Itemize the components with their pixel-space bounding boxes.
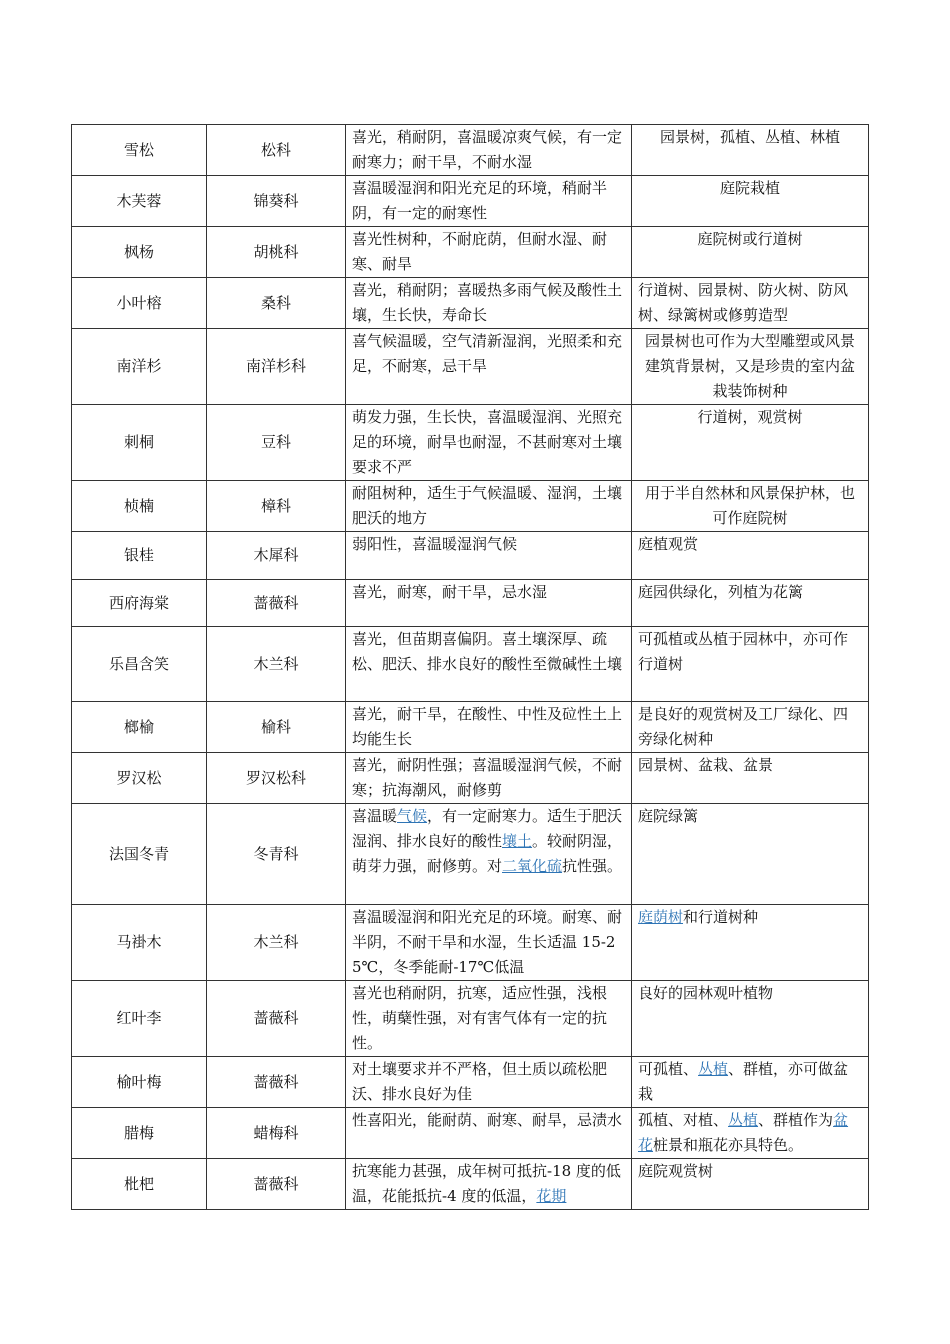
text-segment: 喜光，稍耐阴，喜温暖凉爽气候，有一定耐寒力；耐干旱，不耐水湿 (352, 128, 623, 171)
plant-name-cell: 枇杷 (72, 1159, 207, 1210)
plant-use-cell (632, 532, 869, 580)
plant-family-cell: 南洋杉科 (207, 329, 346, 405)
term-link[interactable]: 庭荫树 (638, 908, 684, 926)
plant-family-cell: 蔷薇科 (207, 580, 346, 627)
plant-name-cell: 法国冬青 (72, 804, 207, 905)
plant-use-cell (632, 753, 869, 804)
table-row (72, 580, 869, 627)
text-segment: 喜气候温暖，空气清新湿润，光照柔和充足，不耐寒，忌干旱 (352, 332, 623, 375)
plant-habit-cell (346, 405, 632, 481)
text-segment: 对土壤要求并不严格，但土质以疏松肥沃、排水良好为佳 (352, 1060, 608, 1103)
text-segment: 喜光性树种，不耐庇荫，但耐水湿、耐寒、耐旱 (352, 230, 608, 273)
plant-use-cell (632, 905, 869, 981)
plant-name-cell: 西府海棠 (72, 580, 207, 627)
plant-name-cell: 榔榆 (72, 702, 207, 753)
plant-name-cell: 榆叶梅 (72, 1057, 207, 1108)
plant-use-cell (632, 1057, 869, 1108)
table-row (72, 405, 869, 481)
table-row (72, 753, 869, 804)
text-segment: 庭植观赏 (638, 535, 699, 553)
term-link[interactable]: 气候 (397, 807, 428, 825)
plant-use-cell (632, 702, 869, 753)
table-row (72, 905, 869, 981)
term-link[interactable]: 丛植 (728, 1111, 759, 1129)
plant-name-cell: 枫杨 (72, 227, 207, 278)
text-segment: 行道树，观赏树 (697, 408, 803, 426)
text-segment: 萌发力强，生长快，喜温暖湿润、光照充足的环境，耐旱也耐湿，不甚耐寒对土壤要求不严 (352, 408, 623, 476)
table-row (72, 176, 869, 227)
text-segment: 性喜阳光，能耐荫、耐寒、耐旱，忌渍水 (352, 1111, 623, 1129)
text-segment: 庭院绿篱 (638, 807, 699, 825)
plant-name-cell: 马褂木 (72, 905, 207, 981)
plant-name-cell: 木芙蓉 (72, 176, 207, 227)
plant-habit-cell (346, 278, 632, 329)
table-row (72, 702, 869, 753)
text-segment: 、群植，亦可做盆栽 (638, 1060, 849, 1103)
plant-habit-cell (346, 1057, 632, 1108)
term-link[interactable]: 二氧化硫 (502, 857, 563, 875)
text-segment: 喜光，但苗期喜偏阴。喜土壤深厚、疏松、肥沃、排水良好的酸性至微碱性土壤 (352, 630, 623, 673)
plant-habit-cell (346, 702, 632, 753)
plant-family-cell: 蜡梅科 (207, 1108, 346, 1159)
plant-name-cell: 小叶榕 (72, 278, 207, 329)
plant-name-cell: 雪松 (72, 125, 207, 176)
plant-name-cell: 桢楠 (72, 481, 207, 532)
plant-use-cell (632, 981, 869, 1057)
plant-use-cell (632, 627, 869, 702)
text-segment: 庭院栽植 (719, 179, 780, 197)
text-segment: 孤植、对植、 (638, 1111, 729, 1129)
text-segment: 可孤植、 (638, 1060, 699, 1078)
text-segment: 抗性强。 (562, 857, 623, 875)
text-segment: 喜光，稍耐阴；喜暖热多雨气候及酸性土壤，生长快，寿命长 (352, 281, 623, 324)
plant-habit-cell (346, 532, 632, 580)
plant-name-cell: 南洋杉 (72, 329, 207, 405)
table-row (72, 981, 869, 1057)
plant-use-cell (632, 405, 869, 481)
plant-habit-cell (346, 227, 632, 278)
plant-family-cell: 豆科 (207, 405, 346, 481)
plant-use-cell (632, 176, 869, 227)
plant-habit-cell (346, 481, 632, 532)
plant-habit-cell (346, 981, 632, 1057)
plant-habit-cell (346, 804, 632, 905)
text-segment: 喜光，耐寒，耐干旱，忌水湿 (352, 583, 548, 601)
text-segment: 耐阻树种，适生于气候温暖、湿润，土壤肥沃的地方 (352, 484, 623, 527)
plant-use-cell (632, 227, 869, 278)
table-row (72, 1159, 869, 1210)
plant-table (71, 124, 869, 1210)
term-link[interactable]: 丛植 (698, 1060, 729, 1078)
plant-habit-cell (346, 1108, 632, 1159)
plant-name-cell: 银桂 (72, 532, 207, 580)
plant-family-cell: 松科 (207, 125, 346, 176)
plant-use-cell (632, 125, 869, 176)
plant-family-cell: 木犀科 (207, 532, 346, 580)
text-segment: 。较耐阴湿，萌芽力强，耐修剪。对 (352, 832, 623, 875)
plant-use-cell (632, 580, 869, 627)
table-row (72, 1108, 869, 1159)
plant-habit-cell (346, 1159, 632, 1210)
text-segment: 喜温暖 (352, 807, 398, 825)
plant-habit-cell (346, 580, 632, 627)
plant-use-cell (632, 1108, 869, 1159)
plant-name-cell: 腊梅 (72, 1108, 207, 1159)
text-segment: 庭院观赏树 (638, 1162, 714, 1180)
text-segment: 、群植作为 (758, 1111, 834, 1129)
plant-use-cell (632, 1159, 869, 1210)
term-link[interactable]: 盆花 (638, 1111, 849, 1154)
text-segment: 弱阳性，喜温暖湿润气候 (352, 535, 518, 553)
text-segment: 庭园供绿化，列植为花篱 (638, 583, 804, 601)
text-segment: 用于半自然林和风景保护林，也可作庭院树 (644, 484, 855, 527)
text-segment: 抗寒能力甚强，成年树可抵抗-18 度的低温，花能抵抗-4 度的低温， (352, 1162, 621, 1205)
plant-habit-cell (346, 905, 632, 981)
table-row (72, 329, 869, 405)
text-segment: 园景树、盆栽、盆景 (638, 756, 774, 774)
plant-use-cell (632, 278, 869, 329)
plant-use-cell (632, 329, 869, 405)
table-row (72, 804, 869, 905)
text-segment: 庭院树或行道树 (697, 230, 803, 248)
plant-family-cell: 木兰科 (207, 627, 346, 702)
text-segment: 喜温暖湿润和阳光充足的环境，稍耐半阴，有一定的耐寒性 (352, 179, 608, 222)
plant-name-cell: 刺桐 (72, 405, 207, 481)
plant-habit-cell (346, 176, 632, 227)
plant-habit-cell (346, 125, 632, 176)
plant-habit-cell (346, 753, 632, 804)
table-row (72, 1057, 869, 1108)
term-link[interactable]: 花期 (536, 1187, 567, 1205)
plant-name-cell: 罗汉松 (72, 753, 207, 804)
table-row (72, 278, 869, 329)
text-segment: 园景树也可作为大型雕塑或风景建筑背景树，又是珍贵的室内盆栽装饰树种 (644, 332, 855, 400)
table-row (72, 481, 869, 532)
text-segment: 喜温暖湿润和阳光充足的环境。耐寒、耐半阴，不耐干旱和水湿，生长适温 15-25℃，冬季能耐-17℃低温 (352, 908, 623, 976)
plant-habit-cell (346, 627, 632, 702)
plant-family-cell: 锦葵科 (207, 176, 346, 227)
text-segment: 和行道树种 (683, 908, 759, 926)
plant-use-cell (632, 481, 869, 532)
plant-family-cell: 冬青科 (207, 804, 346, 905)
text-segment: 喜光，耐阴性强；喜温暖湿润气候，不耐寒；抗海潮风，耐修剪 (352, 756, 623, 799)
plant-family-cell: 樟科 (207, 481, 346, 532)
text-segment: 喜光，耐干旱，在酸性、中性及砬性土上均能生长 (352, 705, 623, 748)
plant-family-cell: 木兰科 (207, 905, 346, 981)
text-segment: 可孤植或丛植于园林中，亦可作行道树 (638, 630, 849, 673)
plant-family-cell: 胡桃科 (207, 227, 346, 278)
text-segment: 桩景和瓶花亦具特色。 (653, 1136, 804, 1154)
table-row (72, 227, 869, 278)
term-link[interactable]: 壤土 (502, 832, 533, 850)
table-row (72, 125, 869, 176)
plant-family-cell: 蔷薇科 (207, 1057, 346, 1108)
text-segment: 良好的园林观叶植物 (638, 984, 774, 1002)
text-segment: 行道树、园景树、防火树、防风树、绿篱树或修剪造型 (638, 281, 849, 324)
plant-family-cell: 榆科 (207, 702, 346, 753)
text-segment: 喜光也稍耐阴，抗寒，适应性强，浅根性，萌蘖性强，对有害气体有一定的抗性。 (352, 984, 608, 1052)
plant-name-cell: 乐昌含笑 (72, 627, 207, 702)
plant-table-body (72, 125, 869, 1210)
text-segment: 园景树，孤植、丛植、林植 (659, 128, 840, 146)
plant-family-cell: 蔷薇科 (207, 1159, 346, 1210)
text-segment: ，有一定耐寒力。适生于肥沃湿润、排水良好的酸性 (352, 807, 623, 850)
text-segment: 是良好的观赏树及工厂绿化、四旁绿化树种 (638, 705, 849, 748)
plant-habit-cell (346, 329, 632, 405)
plant-family-cell: 罗汉松科 (207, 753, 346, 804)
table-row (72, 627, 869, 702)
plant-family-cell: 桑科 (207, 278, 346, 329)
plant-name-cell: 红叶李 (72, 981, 207, 1057)
table-row (72, 532, 869, 580)
plant-use-cell (632, 804, 869, 905)
plant-family-cell: 蔷薇科 (207, 981, 346, 1057)
